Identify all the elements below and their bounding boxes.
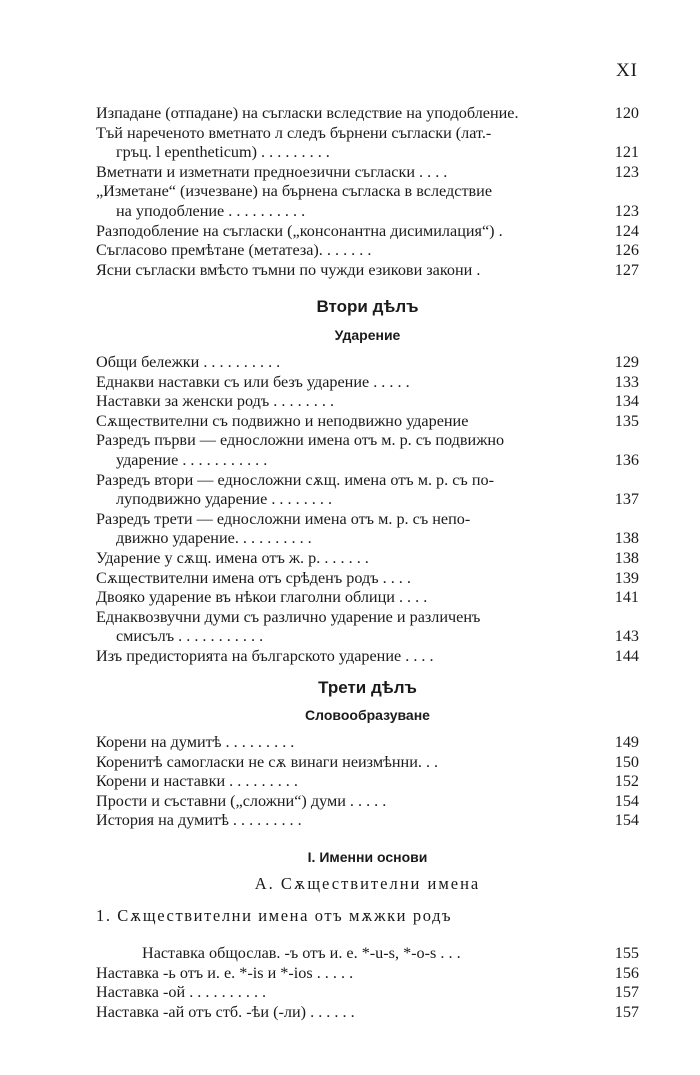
heading-nouns: А. Сѫществителни имена bbox=[254, 874, 481, 893]
part-two-title: Втори дѣлъ bbox=[316, 297, 419, 316]
toc-entry: Наставка -ь отъ и. е. *-is и *-ios . . . . . 156 bbox=[96, 963, 639, 982]
toc-entry: Тъй нареченото вметнато л следъ бърнени съгласки (лат.- гръц. l epentheticum) . . . . . . . . . 121 bbox=[96, 123, 639, 162]
toc-entry: Разредъ първи — едносложни имена отъ м. р. съ подвижно ударение . . . . . . . . . . . 136 bbox=[96, 431, 639, 469]
part-two-subtitle: Ударение bbox=[334, 327, 401, 343]
toc-entry: Вметнати и изметнати предноезични съгласки . . . . 123 bbox=[96, 162, 639, 181]
toc-entry: Съгласово премѣтане (метатеза). . . . . . . 126 bbox=[96, 241, 639, 260]
toc-entry: Корени на думитѣ . . . . . . . . . 149 bbox=[96, 733, 639, 751]
toc-entry: Разредъ трети — едносложни имена отъ м. р. съ непо- движно ударение. . . . . . . . . . 138 bbox=[96, 509, 639, 548]
toc-entry: Разредъ втори — едносложни сѫщ. имена отъ м. р. съ по- луподвижно ударение . . . . . . . . 137 bbox=[96, 470, 639, 509]
toc-entry: Наставки за женски родъ . . . . . . . . 134 bbox=[96, 392, 639, 411]
toc-entry: Наставка общослав. -ъ отъ и. е. *-u-s, *-o-s . . . 155 bbox=[142, 944, 639, 962]
page-number: XI bbox=[615, 60, 638, 81]
toc-section-stress bbox=[96, 353, 639, 667]
heading-nominal-stems: I. Именни основи bbox=[307, 849, 428, 865]
toc-section-consonants bbox=[96, 104, 639, 280]
toc-section-word-formation bbox=[96, 733, 639, 831]
toc-entry: Наставка -ой . . . . . . . . . . 157 bbox=[96, 983, 639, 1002]
toc-entry: Ясни съгласки вмѣсто тъмни по чужди езикови закони . 127 bbox=[96, 260, 639, 279]
heading-masculine-nouns: 1. Сѫществителни имена отъ мѫжки родъ bbox=[96, 906, 453, 925]
toc-entry: Наставка -ай отъ стб. -ѣи (-ли) . . . . . . 157 bbox=[96, 1002, 639, 1021]
part-three-subtitle: Словообразуване bbox=[305, 707, 430, 723]
toc-entry: Коренитѣ самогласки не сѫ винаги неизмѣнни. . . 150 bbox=[96, 752, 639, 771]
toc-entry: Еднаквозвучни думи съ различно ударение и различенъ смисълъ . . . . . . . . . . . 143 bbox=[96, 607, 639, 646]
toc-entry: „Изметане“ (изчезване) на бърнена съгласка в вследствие на уподобление . . . . . . . . . . 123 bbox=[96, 182, 639, 220]
toc-entry: Изъ предисторията на българското ударение . . . . 144 bbox=[96, 646, 639, 665]
toc-entry: Разподобление на съгласки („консонантна дисимилация“) . 124 bbox=[96, 221, 639, 240]
toc-entry: Корени и наставки . . . . . . . . . 152 bbox=[96, 772, 639, 791]
toc-entry: Общи бележки . . . . . . . . . . 129 bbox=[96, 353, 639, 371]
toc-entry: Изпадане (отпадане) на съгласки вследствие на уподобление. 120 bbox=[96, 104, 639, 122]
toc-section-suffixes bbox=[96, 944, 639, 1022]
toc-entry: Ударение у сѫщ. имена отъ ж. р. . . . . . . 138 bbox=[96, 548, 639, 567]
part-three-title: Трети дѣлъ bbox=[318, 678, 417, 697]
toc-entry: Прости и съставни („сложни“) думи . . . . . 154 bbox=[96, 791, 639, 810]
toc-entry: Сѫществителни имена отъ срѣденъ родъ . . . . 139 bbox=[96, 568, 639, 587]
toc-entry: Двояко ударение въ нѣкои глаголни облици . . . . 141 bbox=[96, 588, 639, 607]
toc-entry: Сѫществителни съ подвижно и неподвижно ударение 135 bbox=[96, 411, 639, 430]
toc-entry: Еднакви наставки съ или безъ ударение . . . . . 133 bbox=[96, 372, 639, 391]
toc-entry: История на думитѣ . . . . . . . . . 154 bbox=[96, 811, 639, 830]
